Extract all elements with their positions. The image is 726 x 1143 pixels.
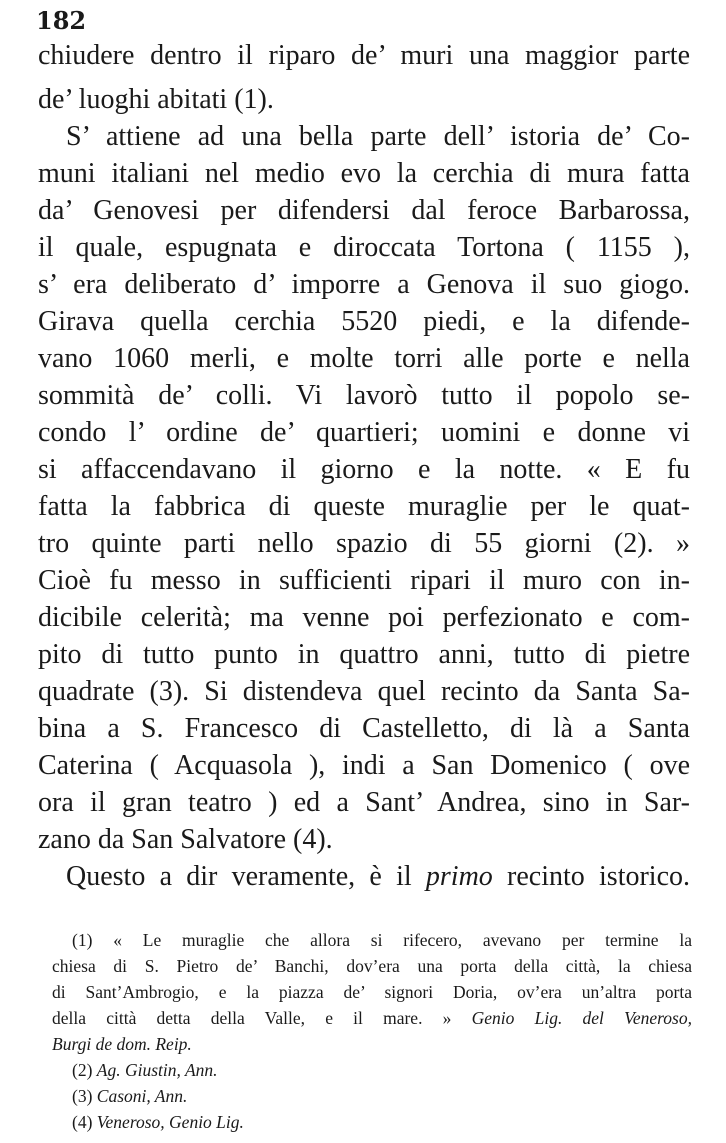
footnote-line: (1) « Le muraglie che allora si rifecero, avevano per termine la xyxy=(72,930,692,950)
body-line: si affaccendavano il giorno e la notte. « E fu xyxy=(38,454,690,485)
body-line: zano da San Salvatore (4). xyxy=(38,824,333,855)
closing-emphasis: primo xyxy=(425,861,493,892)
footnote-citation: Casoni, Ann. xyxy=(96,1086,188,1106)
footnote-line xyxy=(52,1031,692,1057)
body-line: sommità de’ colli. Vi lavorò tutto il popolo se- xyxy=(38,380,690,411)
footnote-citation: Ag. Giustin, Ann. xyxy=(96,1060,218,1080)
body-line: Cioè fu messo in sufficienti ripari il muro con in- xyxy=(38,565,690,596)
footnote-4 xyxy=(72,1109,692,1135)
body-line: il quale, espugnata e diroccata Tortona ( 1155 ), xyxy=(38,232,690,263)
footnote-2 xyxy=(72,1057,692,1083)
footnote-line: chiesa di S. Pietro de’ Banchi, dov’era una porta della città, la chiesa xyxy=(52,956,692,976)
body-line: S’ attiene ad una bella parte dell’ istoria de’ Co- xyxy=(66,121,690,152)
closing-text-end: recinto istorico. xyxy=(492,861,691,892)
closing-paragraph xyxy=(66,859,690,895)
body-line: tro quinte parti nello spazio di 55 giorni (2). » xyxy=(38,528,690,559)
body-line: vano 1060 merli, e molte torri alle porte e nella xyxy=(38,343,690,374)
footnote-number: (2) xyxy=(72,1060,97,1080)
footnote-line xyxy=(52,1005,692,1031)
body-line: dicibile celerità; ma venne poi perfezionato e com- xyxy=(38,602,690,633)
body-line: ora il gran teatro ) ed a Sant’ Andrea, sino in Sar- xyxy=(38,787,690,818)
footnote-number: (3) xyxy=(72,1086,97,1106)
footnote-number: (4) xyxy=(72,1112,97,1132)
body-line: Girava quella cerchia 5520 piedi, e la difende- xyxy=(38,306,690,337)
body-line: fatta la fabbrica di queste muraglie per le quat- xyxy=(38,491,690,522)
body-line: s’ era deliberato d’ imporre a Genova il suo giogo. xyxy=(38,269,690,300)
footnote-3 xyxy=(72,1083,692,1109)
body-line: Caterina ( Acquasola ), indi a San Domenico ( ove xyxy=(38,750,690,781)
body-line: bina a S. Francesco di Castelletto, di là a Santa xyxy=(38,713,690,744)
footnote-citation: Veneroso, Genio Lig. xyxy=(96,1112,244,1132)
body-line: quadrate (3). Si distendeva quel recinto da Santa Sa- xyxy=(38,676,690,707)
body-line: condo l’ ordine de’ quartieri; uomini e donne vi xyxy=(38,417,690,448)
body-line: chiudere dentro il riparo de’ muri una maggior parte xyxy=(38,40,690,71)
body-line: muni italiani nel medio evo la cerchia di mura fatta xyxy=(38,158,690,189)
footnote-line: di Sant’Ambrogio, e la piazza de’ signori Doria, ov’era un’altra porta xyxy=(52,982,692,1002)
footnote-text: della città detta della Valle, e il mare. » xyxy=(52,1008,472,1028)
page-number: 182 xyxy=(36,6,87,35)
body-line: de’ luoghi abitati (1). xyxy=(38,84,274,115)
closing-text: Questo a dir veramente, è il xyxy=(66,861,426,892)
footnote-citation: Burgi de dom. Reip. xyxy=(52,1034,192,1054)
body-line: pito di tutto punto in quattro anni, tutto di pietre xyxy=(38,639,690,670)
footnote-citation: Genio Lig. del Veneroso, xyxy=(471,1008,692,1028)
body-line: da’ Genovesi per difendersi dal feroce Barbarossa, xyxy=(38,195,690,226)
